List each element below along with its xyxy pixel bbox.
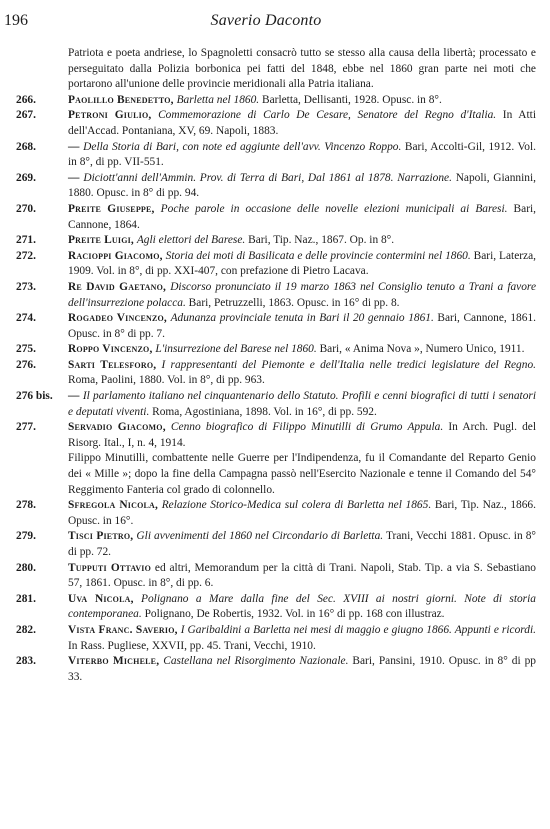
- entry-author: Sfregola Nicola,: [68, 499, 159, 512]
- entry-title: Barletta nel 1860.: [176, 93, 260, 106]
- entry-number: 281.: [16, 592, 36, 605]
- bibliography-entry: [16, 311, 536, 342]
- entry-number: 275.: [16, 343, 36, 356]
- bibliography-entry: [16, 342, 536, 358]
- entry-author: Preite Giuseppe,: [68, 202, 155, 215]
- entry-publication: In Arch. Pugl. del Risorg. Ital., I, n. 4, 1914.: [68, 421, 536, 449]
- entry-title: Storia dei moti di Basilicata e delle provincie contermini nel 1860.: [165, 249, 471, 262]
- page-header: [4, 12, 528, 32]
- entry-text: [68, 233, 536, 249]
- entry-author: Uva Nicola,: [68, 592, 134, 605]
- bibliography-entry: [16, 623, 536, 654]
- entry-publication: In Atti dell'Accad. Pontaniana, XV, 69. Napoli, 1883.: [68, 109, 536, 137]
- bibliography-entry: [16, 93, 536, 109]
- entry-text: [68, 280, 536, 311]
- entry-text: [68, 249, 536, 280]
- entry-number: 266.: [16, 93, 36, 106]
- entry-publication: Trani, Vecchi 1881. Opusc. in 8° di pp. 72.: [68, 530, 536, 558]
- entry-publication: Bari, Pansini, 1910. Opusc. in 8° di pp 33.: [68, 655, 537, 683]
- entry-publication: Bari, Cannone, 1861. Opusc. in 8° di pp. 7.: [68, 312, 536, 340]
- entry-text: [68, 592, 536, 623]
- entry-publication: Bari, Petruzzelli, 1863. Opusc. in 16° di pp. 8.: [185, 296, 400, 309]
- entry-text: [68, 358, 536, 389]
- entry-publication: ed altri, Memorandum per la città di Trani. Napoli, Stab. Tip. a via S. Sebastiano 57, 1861. Opusc. in 8°, di pp. 6.: [68, 561, 536, 590]
- entry-text: [68, 420, 536, 498]
- entry-number: 274.: [16, 312, 36, 325]
- entry-number: 282.: [16, 623, 36, 636]
- entry-number: 283.: [16, 655, 36, 668]
- entry-text: [68, 93, 536, 109]
- entry-title: Relazione Storico-Medica sul colera di Barletta nel 1865.: [161, 499, 432, 512]
- entry-publication: Bari, Tip. Naz., 1867. Op. in 8°.: [245, 234, 395, 247]
- entry-title: Poche parole in occasione delle novelle elezioni municipali ai Baresi.: [160, 202, 508, 215]
- entry-title: Castellana nel Risorgimento Nazionale.: [163, 655, 349, 668]
- entry-note: Filippo Minutilli, combattente nelle Guerre per l'Indipendenza, fu il Comandante del Reparto Genio dei « Mille »; dopo la fine della Campagna passò nell'Esercito Nazionale e tenne il Comando del 54° Reggimento Fanteria col grado di colonnello.: [68, 452, 536, 496]
- entry-author: Petroni Giulio,: [68, 109, 152, 122]
- entry-title: Il parlamento italiano nel cinquantenario dello Statuto. Profili e cenni biografici di tutti i senatori e deputati viventi.: [68, 390, 536, 418]
- entry-author: —: [68, 171, 80, 184]
- entry-author: Viterbo Michele,: [68, 655, 160, 668]
- entry-title: Diciott'anni dell'Ammin. Prov. di Terra di Bari, Dal 1861 al 1878. Narrazione.: [83, 171, 452, 184]
- entry-publication: Bari, Laterza, 1909. Vol. in 8°, di pp. XXI-407, con prefazione di Pietro Lacava.: [68, 249, 537, 278]
- bibliography-entry: [16, 171, 536, 202]
- entry-text: [68, 389, 536, 420]
- entry-author: —: [68, 390, 80, 403]
- entry-author: Re David Gaetano,: [68, 280, 167, 293]
- entry-author: Servadio Giacomo,: [68, 421, 166, 434]
- entry-text: [68, 171, 536, 202]
- entry-text: [68, 561, 536, 592]
- bibliography-entry: [16, 358, 536, 389]
- entry-publication: Roma, Paolini, 1880. Vol. in 8°, di pp. 963.: [68, 374, 265, 387]
- entries-container: [16, 93, 536, 686]
- entry-title: I rappresentanti del Piemonte e dell'Italia nelle tredici legislature del Regno.: [161, 358, 536, 371]
- entry-number: 270.: [16, 202, 36, 215]
- entry-text: [68, 202, 536, 233]
- entry-number: 269.: [16, 171, 36, 184]
- entry-text: [68, 108, 536, 139]
- entry-title: Della Storia di Bari, con note ed aggiunte dell'avv. Vincenzo Roppo.: [83, 140, 402, 153]
- entry-text: [68, 342, 536, 358]
- entry-number: 276 bis.: [16, 390, 53, 403]
- bibliography-entry: [16, 140, 536, 171]
- intro-paragraph: Patriota e poeta andriese, lo Spagnoletti consacrò tutto se stesso alla causa della libertà; processato e perseguitato dalla Polizia borbonica pei fatti del 1848, ebbe nel 1860 gran parte nei moti che portarono all'unione delle provincie meridionali alla Patria italiana.: [68, 47, 536, 91]
- entry-author: Vista Franc. Saverio,: [68, 623, 178, 636]
- bibliography-entry: [16, 108, 536, 139]
- bibliography-entry: [16, 202, 536, 233]
- entry-author: Racioppi Giacomo,: [68, 249, 163, 262]
- entry-title: Gli avvenimenti del 1860 nel Circondario di Barletta.: [136, 530, 384, 543]
- bibliography-entry: [16, 654, 536, 685]
- entry-number: 279.: [16, 530, 36, 543]
- entry-author: Sarti Telesforo,: [68, 358, 157, 371]
- entry-text: [68, 140, 536, 171]
- entry-publication: Bari, Accolti-Gil, 1912. Vol. in 8°, di pp. VII-551.: [68, 140, 536, 169]
- entry-title: L'insurrezione del Barese nel 1860.: [155, 343, 317, 356]
- bibliography-entry: [16, 233, 536, 249]
- entry-title: Agli elettori del Barese.: [136, 234, 246, 247]
- bibliography-entry: [16, 561, 536, 592]
- entry-number: 276.: [16, 358, 36, 371]
- entry-author: Roppo Vincenzo,: [68, 343, 153, 356]
- bibliography-entry: [16, 529, 536, 560]
- bibliography-entry: [16, 592, 536, 623]
- bibliography-list: [16, 46, 536, 685]
- entry-author: Tupputi Ottavio: [68, 561, 152, 574]
- entry-text: [68, 311, 536, 342]
- running-head: Saverio Daconto: [210, 12, 322, 29]
- entry-number: 272.: [16, 249, 36, 262]
- bibliography-entry: [16, 389, 536, 420]
- entry-title: Adunanza provinciale tenuta in Bari il 20 gennaio 1861.: [170, 312, 434, 325]
- entry-publication: In Rass. Pugliese, XXVII, pp. 45. Trani, Vecchi, 1910.: [68, 639, 316, 652]
- entry-text: [68, 529, 536, 560]
- entry-publication: Bari, Cannone, 1864.: [68, 202, 537, 231]
- entry-number: 273.: [16, 280, 36, 293]
- entry-author: Tisci Pietro,: [68, 530, 134, 543]
- entry-number: 267.: [16, 109, 36, 122]
- bibliography-entry: [16, 498, 536, 529]
- entry-author: —: [68, 140, 80, 153]
- entry-title: I Garibaldini a Barletta nei mesi di maggio e giugno 1866. Appunti e ricordi.: [180, 623, 536, 636]
- bibliography-entry: [16, 249, 536, 280]
- entry-author: Paolillo Benedetto,: [68, 93, 174, 106]
- entry-title: Polignano a Mare dalla fine del Sec. XVIII ai nostri giorni. Note di storia contemporanea.: [68, 592, 536, 621]
- bibliography-entry: [16, 280, 536, 311]
- entry-title: Discorso pronunciato il 19 marzo 1863 nel Consiglio tenuto a Trani a favore dell'insurrezione polacca.: [68, 280, 536, 309]
- entry-number: 278.: [16, 499, 36, 512]
- entry-text: [68, 654, 536, 685]
- entry-number: 280.: [16, 561, 36, 574]
- entry-author: Preite Luigi,: [68, 234, 134, 247]
- entry-number: 268.: [16, 140, 36, 153]
- entry-publication: Bari, « Anima Nova », Numero Unico, 1911.: [316, 343, 525, 356]
- entry-publication: Napoli, Giannini, 1880. Opusc. in 8° di pp. 94.: [68, 171, 537, 200]
- entry-number: 271.: [16, 234, 36, 247]
- page-number: 196: [4, 12, 28, 29]
- entry-publication: Barletta, Dellisanti, 1928. Opusc. in 8°.: [259, 93, 442, 106]
- entry-publication: Roma, Agostiniana, 1898. Vol. in 16°, di pp. 592.: [149, 405, 377, 418]
- entry-publication: Polignano, De Robertis, 1932. Vol. in 16° di pp. 168 con illustraz.: [141, 608, 445, 621]
- bibliography-entry: [16, 420, 536, 498]
- entry-title: Cenno biografico di Filippo Minutilli di Grumo Appula.: [170, 421, 444, 434]
- entry-publication: Bari, Tip. Naz., 1866. Opusc. in 16°.: [68, 499, 536, 527]
- entry-text: [68, 498, 536, 529]
- entry-author: Rogadeo Vincenzo,: [68, 312, 167, 325]
- entry-text: [68, 623, 536, 654]
- entry-number: 277.: [16, 421, 36, 434]
- entry-title: Commemorazione di Carlo De Cesare, Senatore del Regno d'Italia.: [158, 109, 497, 122]
